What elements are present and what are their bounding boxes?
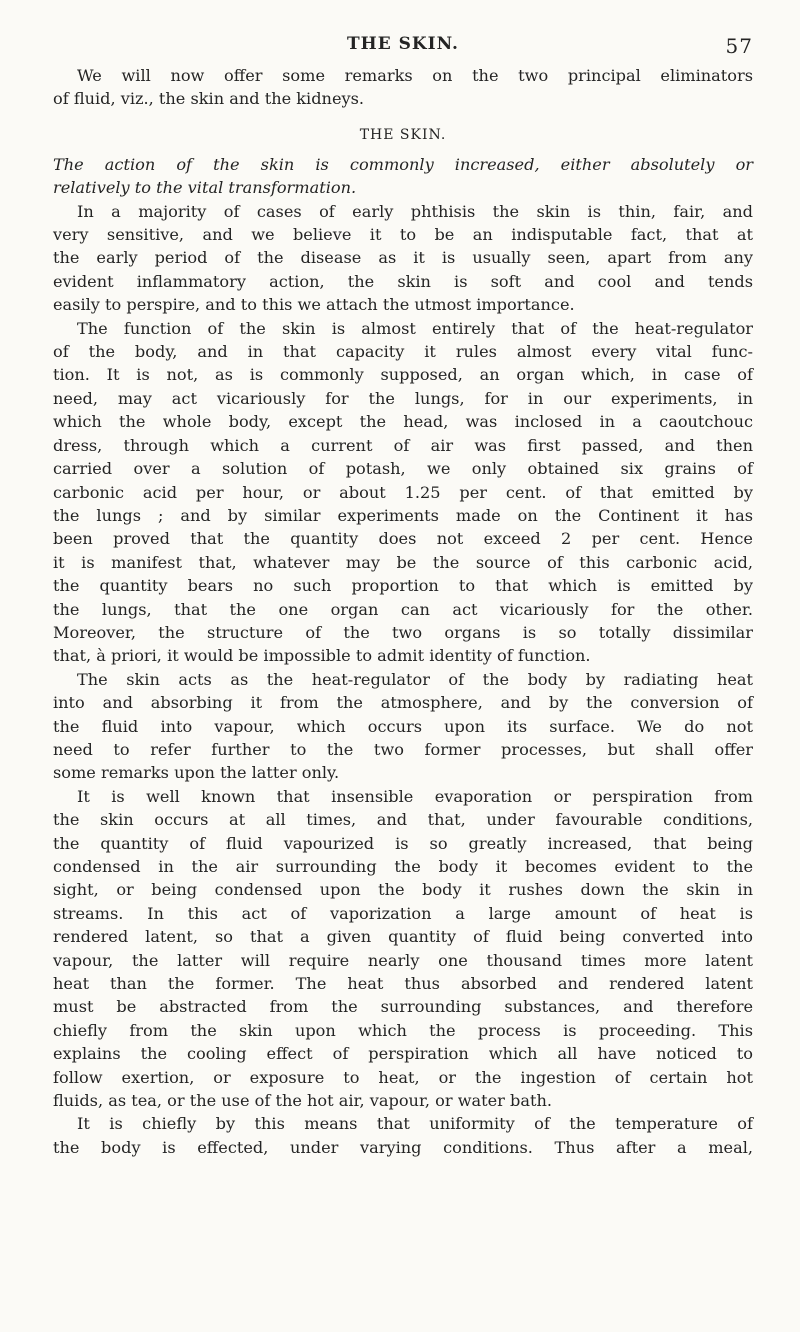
text-line: some remarks upon the latter only.: [53, 763, 340, 783]
text-line: the quantity of fluid vapourized is so greatly increased, that being: [53, 833, 753, 853]
text-line: Moreover, the structure of the two organs is so totally dissimilar: [53, 622, 753, 642]
running-head: [53, 34, 753, 64]
book-page: [53, 34, 753, 1159]
text-line: the lungs, that the one organ can act vicariously for the other.: [53, 599, 753, 619]
text-line: chiefly from the skin upon which the process is proceeding. This: [53, 1020, 753, 1040]
text-line: of fluid, viz., the skin and the kidneys.: [53, 89, 365, 109]
text-line: need, may act vicariously for the lungs, for in our experiments, in: [53, 388, 753, 408]
paragraph-3: [53, 668, 753, 785]
text-line: into and absorbing it from the atmosphere, and by the conversion of: [53, 693, 753, 713]
intro-paragraph: [53, 64, 753, 111]
text-line: need to refer further to the two former processes, but shall offer: [53, 739, 753, 759]
text-line: carbonic acid per hour, or about 1.25 per cent. of that emitted by: [53, 482, 753, 502]
text-line: The function of the skin is almost entirely that of the heat-regulator: [77, 318, 753, 338]
text-line: It is chiefly by this means that uniformity of the temperature of: [77, 1114, 753, 1134]
text-line: explains the cooling effect of perspiration which all have noticed to: [53, 1044, 753, 1064]
paragraph-5: [53, 1112, 753, 1159]
text-line: follow exertion, or exposure to heat, or the ingestion of certain hot: [53, 1067, 753, 1087]
text-line: In a majority of cases of early phthisis the skin is thin, fair, and: [77, 201, 753, 221]
text-line: the fluid into vapour, which occurs upon its surface. We do not: [53, 716, 753, 736]
text-line: sight, or being condensed upon the body it rushes down the skin in: [53, 880, 753, 900]
text-line: that, à priori, it would be impossible to admit identity of function.: [53, 646, 591, 666]
text-line: condensed in the air surrounding the body it becomes evident to the: [53, 857, 753, 876]
text-line: It is well known that insensible evaporation or perspiration from: [77, 786, 753, 806]
text-line: carried over a solution of potash, we only obtained six grains of: [53, 459, 753, 479]
text-line: dress, through which a current of air was first passed, and then: [53, 435, 753, 455]
text-line: vapour, the latter will require nearly one thousand times more latent: [53, 950, 753, 970]
text-line: the lungs ; and by similar experiments made on the Continent it has: [53, 505, 753, 525]
text-line: The action of the skin is commonly increased, either absolutely or: [53, 154, 753, 174]
text-line: it is manifest that, whatever may be the source of this carbonic acid,: [53, 552, 753, 572]
paragraph-1: [53, 200, 753, 317]
text-line: been proved that the quantity does not exceed 2 per cent. Hence: [53, 529, 753, 549]
text-line: tion. It is not, as is commonly supposed, an organ which, in case of: [53, 365, 753, 385]
running-title: THE SKIN.: [347, 34, 459, 54]
text-line: the body is effected, under varying conditions. Thus after a meal,: [53, 1137, 753, 1157]
text-line: heat than the former. The heat thus absorbed and rendered latent: [53, 974, 753, 994]
text-line: of the body, and in that capacity it rules almost every vital func-: [53, 342, 753, 362]
text-line: the skin occurs at all times, and that, under favourable conditions,: [53, 810, 753, 830]
text-line: evident inflammatory action, the skin is soft and cool and tends: [53, 271, 753, 291]
text-line: fluids, as tea, or the use of the hot air, vapour, or water bath.: [53, 1091, 552, 1111]
page-number: 57: [725, 34, 753, 58]
section-heading: THE SKIN.: [359, 126, 447, 143]
text-line: easily to perspire, and to this we attach the utmost importance.: [53, 295, 575, 315]
text-line: rendered latent, so that a given quantity of fluid being converted into: [53, 927, 753, 947]
text-line: We will now offer some remarks on the two principal eliminators: [77, 66, 753, 85]
text-line: must be abstracted from the surrounding substances, and therefore: [53, 997, 753, 1017]
text-line: the quantity bears no such proportion to that which is emitted by: [53, 576, 753, 596]
text-line: which the whole body, except the head, was inclosed in a caoutchouc: [53, 412, 753, 432]
paragraph-2: [53, 317, 753, 668]
text-line: very sensitive, and we believe it to be an indisputable fact, that at: [53, 225, 753, 245]
paragraph-4: [53, 785, 753, 1113]
text-line: streams. In this act of vaporization a large amount of heat is: [53, 903, 753, 923]
text-line: The skin acts as the heat-regulator of the body by radiating heat: [77, 669, 753, 689]
italic-lead-paragraph: [53, 153, 753, 200]
text-line: the early period of the disease as it is usually seen, apart from any: [53, 248, 753, 268]
text-line: relatively to the vital transformation.: [53, 178, 357, 198]
